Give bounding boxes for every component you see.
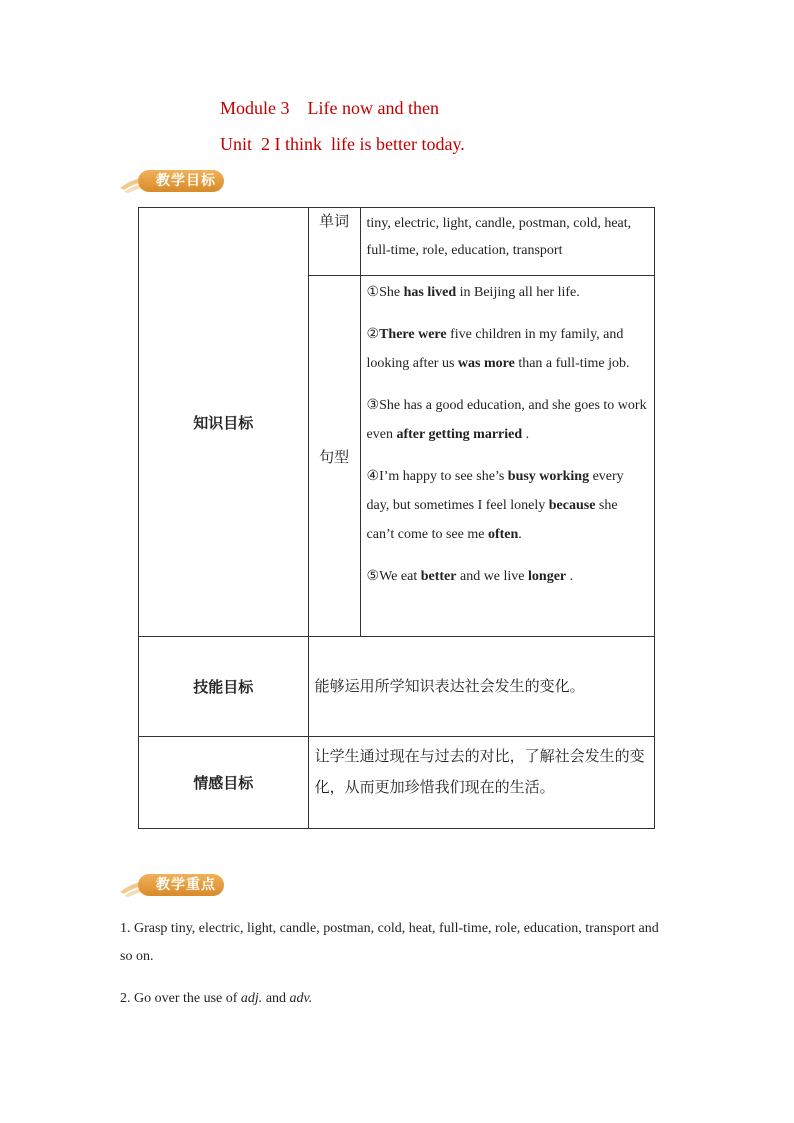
sentence-5 [367, 562, 648, 591]
bold-phrase: longer [528, 569, 567, 584]
key-point-2-prefix: 2. Go over the use of [120, 991, 241, 1006]
sentence-text: and we live [456, 569, 529, 584]
sentence-1 [367, 278, 648, 307]
objectives-table [138, 207, 655, 829]
sentence-text: . [566, 569, 574, 584]
sentence-text: than a full-time job. [514, 356, 630, 371]
bold-phrase: was more [457, 356, 515, 371]
sentence-text: . [518, 527, 522, 542]
sentence-4 [367, 462, 648, 549]
key-point-2 [120, 985, 660, 1013]
sentence-text: in Beijing all her life. [456, 285, 580, 300]
sentence-text: five children in my family, and looking after us [366, 327, 624, 371]
unit-title: Unit 2 I think life is better today. [220, 134, 465, 154]
sentences-cell [360, 276, 654, 637]
sentence-text: . [522, 427, 530, 442]
sentence-text: she can’t come to see me [366, 498, 618, 542]
bold-phrase: often [487, 527, 519, 542]
bold-phrase: because [548, 498, 596, 513]
adv-term: adv. [289, 991, 313, 1006]
skill-content: 能够运用所学知识表达社会发生的变化。 [308, 637, 654, 737]
key-point-1: 1. Grasp tiny, electric, light, candle, postman, cold, heat, full-time, role, education, transport and so on. [120, 921, 659, 964]
objectives-badge [118, 168, 228, 194]
sentence-text: ⑤We eat [366, 569, 421, 584]
sentence-text: ③She has a good education, and she goes to work even [366, 398, 647, 442]
knowledge-category: 知识目标 [139, 208, 309, 637]
words-cell: tiny, electric, light, candle, postman, cold, heat, full-time, role, education, transport [360, 208, 654, 276]
patterns-label: 句型 [308, 276, 360, 637]
bold-phrase: There were [379, 327, 447, 342]
sentence-2 [367, 320, 648, 378]
sentence-text: ①She [366, 285, 404, 300]
sentence-text: every day, but sometimes I feel lonely [366, 469, 624, 513]
sentence-3 [367, 391, 648, 449]
adj-term: adj. [240, 991, 263, 1006]
sentence-text: ② [366, 327, 380, 342]
key-point-2-and: and [262, 991, 290, 1006]
bold-phrase: busy working [507, 469, 590, 484]
objectives-badge-label: 教学目标 [138, 170, 224, 192]
sentence-text: ④I’m happy to see she’s [366, 469, 508, 484]
key-points-badge-label: 教学重点 [138, 874, 224, 896]
bold-phrase: has lived [403, 285, 457, 300]
emotion-content: 让学生通过现在与过去的对比，了解社会发生的变化，从而更加珍惜我们现在的生活。 [308, 737, 654, 829]
key-points-badge [118, 872, 228, 898]
words-label: 单词 [308, 208, 360, 276]
module-title: Module 3 Life now and then [220, 98, 439, 118]
skill-category: 技能目标 [139, 637, 309, 737]
bold-phrase: better [420, 569, 457, 584]
emotion-category: 情感目标 [139, 737, 309, 829]
bold-phrase: after getting married [396, 427, 523, 442]
